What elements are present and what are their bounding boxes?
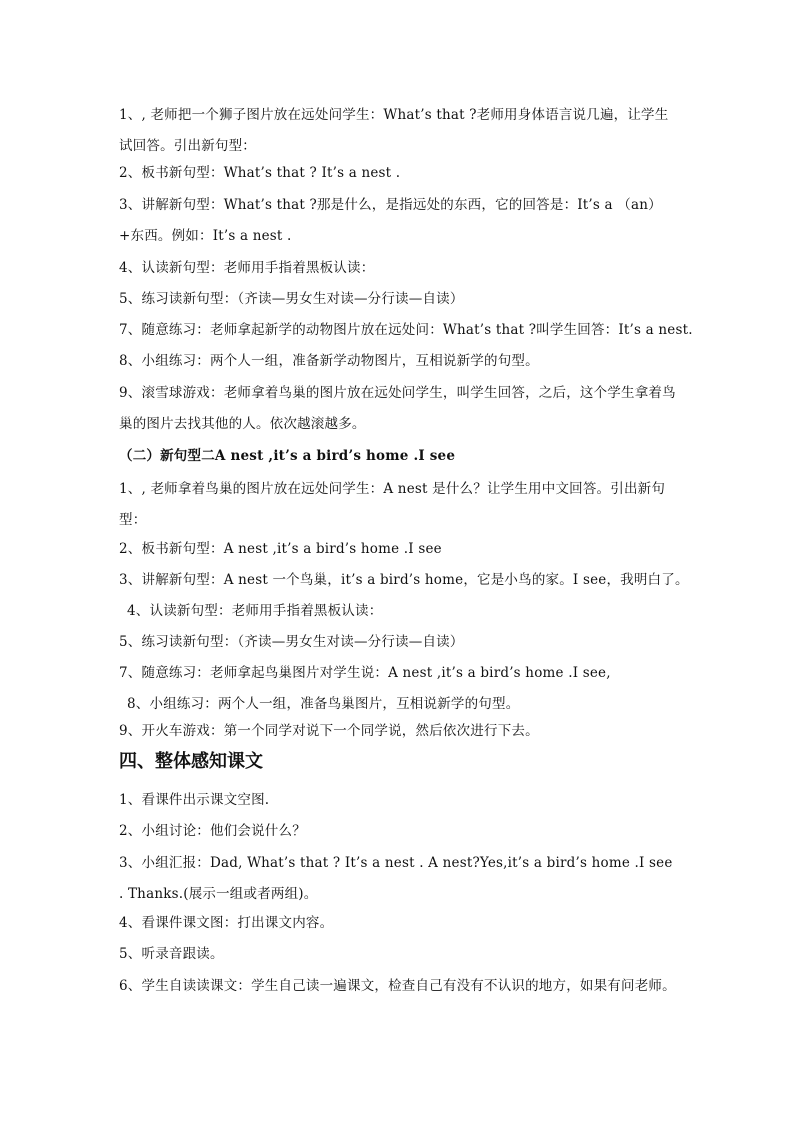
s1-item-7: 7、随意练习：老师拿起新学的动物图片放在远处问：What’s that ?叫学生回答：It’s a nest. (119, 322, 693, 338)
s2-item-9: 9、开火车游戏：第一个同学对说下一个同学说，然后依次进行下去。 (119, 723, 539, 739)
s2-item-3: 3、讲解新句型：A nest 一个鸟巢，it’s a bird’s home，它是小鸟的家。I see，我明白了。 (119, 572, 689, 588)
s3-item-1: 1、看课件出示课文空图. (119, 792, 270, 808)
section-3-heading: 四、整体感知课文 (119, 751, 263, 772)
s2-item-1: 1、, 老师拿着鸟巢的图片放在远处问学生：A nest 是什么？让学生用中文回答。引出新句型： (119, 481, 666, 528)
s1-item-9: 9、滚雪球游戏：老师拿着鸟巢的图片放在远处问学生，叫学生回答，之后，这个学生拿着鸟巢的图片去找其他的人。依次越滚越多。 (119, 385, 676, 432)
s3-item-2: 2、小组讨论：他们会说什么？ (119, 823, 306, 839)
s3-item-6: 6、学生自读读课文：学生自己读一遍课文，检查自己有没有不认识的地方，如果有问老师。 (119, 978, 676, 994)
section-2-heading: （二）新句型二A nest ,it’s a bird’s home .I see (119, 448, 456, 464)
s1-item-4: 4、认读新句型：老师用手指着黑板认读： (119, 260, 375, 276)
s1-item-5: 5、练习读新句型：（齐读—男女生对读—分行读—自读） (119, 291, 464, 307)
s3-item-5: 5、听录音跟读。 (119, 946, 224, 962)
s2-item-8: 8、小组练习：两个人一组，准备鸟巢图片，互相说新学的句型。 (127, 696, 520, 712)
s1-item-1: 1、, 老师把一个狮子图片放在远处问学生：What’s that ?老师用身体语言说几遍，让学生试回答。引出新句型： (119, 107, 669, 154)
s1-item-8: 8、小组练习：两个人一组，准备新学动物图片，互相说新学的句型。 (119, 353, 539, 369)
s2-item-5: 5、练习读新句型：（齐读—男女生对读—分行读—自读） (119, 634, 464, 650)
s1-item-2: 2、板书新句型：What’s that ? It’s a nest . (119, 165, 401, 181)
s3-item-3: 3、小组汇报：Dad, What’s that ? It’s a nest . A nest?Yes,it’s a bird’s home .I see . Thanks.(展示一组或者两组)。 (119, 855, 673, 902)
s3-item-4: 4、看课件课文图：打出课文内容。 (119, 915, 334, 931)
s2-item-2: 2、板书新句型：A nest ,it’s a bird’s home .I see (119, 541, 442, 557)
s2-item-7: 7、随意练习：老师拿起鸟巢图片对学生说：A nest ,it’s a bird’s home .I see, (119, 665, 611, 681)
s1-item-3: 3、讲解新句型：What’s that ?那是什么，是指远处的东西，它的回答是：It’s a （an）+东西。例如：It’s a nest . (119, 197, 662, 244)
s2-item-4: 4、认读新句型：老师用手指着黑板认读： (127, 603, 383, 619)
